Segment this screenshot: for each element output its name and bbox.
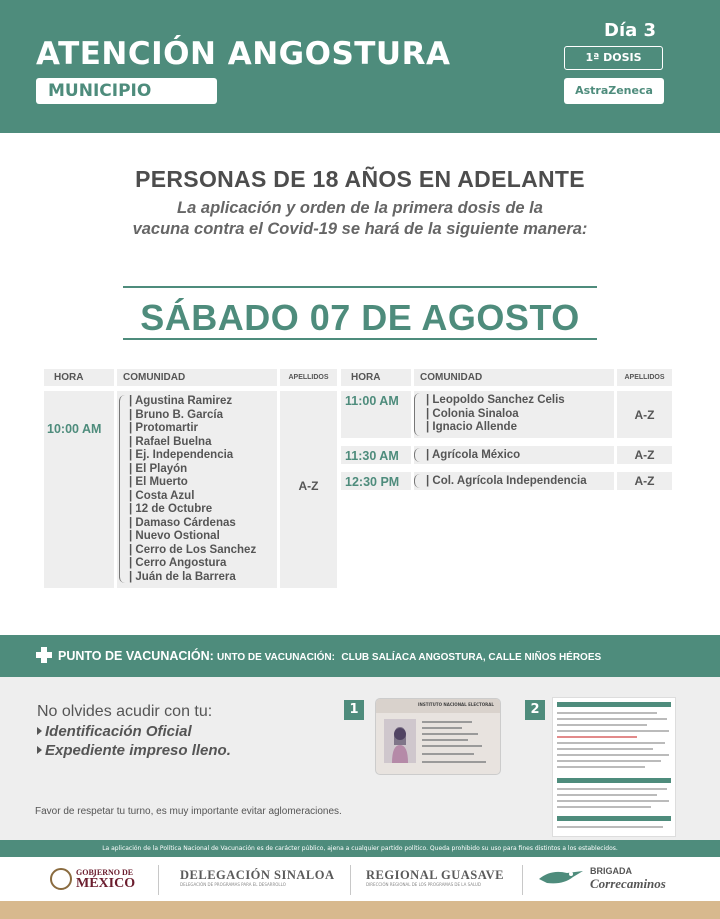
logo-divider (350, 865, 351, 895)
community-item: | Cerro Angostura (129, 557, 227, 569)
community-item: | Leopoldo Sanchez Celis (426, 394, 565, 406)
right-time-cell (341, 472, 411, 490)
left-surnames: A-Z (298, 479, 319, 493)
right-header-comunidad: COMUNIDAD (414, 369, 614, 386)
roadrunner-icon (537, 865, 585, 891)
page-title: ATENCIÓN ANGOSTURA (36, 36, 451, 72)
step-2-badge: 2 (525, 700, 545, 720)
right-header-hora: HORA (341, 369, 411, 386)
requirement-item (37, 723, 192, 740)
left-community-list (129, 395, 256, 584)
left-header-hora: HORA (44, 369, 114, 386)
day-label: Día 3 (604, 20, 657, 41)
left-header-apellidos: APELLIDOS (280, 369, 337, 386)
step-1-badge: 1 (344, 700, 364, 720)
community-item: | Agrícola México (426, 449, 521, 461)
community-item: | Damaso Cárdenas (129, 516, 236, 529)
regional-subtitle: DIRECCIÓN REGIONAL DE LOS PROGRAMAS DE LA SALUD (366, 882, 482, 887)
left-surnames-cell (280, 391, 337, 588)
bullet-icon (37, 746, 42, 754)
right-surnames-cell (617, 446, 672, 464)
correcaminos-label: Correcaminos (590, 876, 666, 891)
right-time: 11:00 AM (345, 394, 399, 408)
left-community-cell (117, 391, 277, 588)
community-item: | Ej. Independencia (129, 449, 234, 461)
audience-heading: PERSONAS DE 18 AÑOS EN ADELANTE (135, 166, 585, 192)
left-time-cell (44, 391, 114, 588)
intro-text: La aplicación y orden de la primera dosis de la vacuna contra el Covid-19 se hará de la siguiente manera: (132, 199, 588, 238)
community-item: | Juán de la Barrera (129, 570, 236, 583)
community-item: | El Playón (129, 462, 188, 475)
punto-prefix: UNTO DE VACUNACIÓN: (217, 652, 335, 663)
date-banner (123, 286, 597, 340)
community-item: | Rafael Buelna (129, 435, 212, 448)
community-item: | Colonia Sinaloa (426, 407, 519, 420)
bullet-icon (37, 727, 42, 735)
community-item: | Costa Azul (129, 489, 195, 502)
bottom-bar (0, 901, 720, 919)
header-band (0, 0, 720, 133)
right-surnames-cell (617, 391, 672, 438)
person-icon (388, 723, 412, 763)
mexico-label: MÉXICO (76, 876, 136, 891)
requirement-text: Expediente impreso lleno. (45, 742, 231, 759)
left-brace (119, 395, 125, 583)
gobierno-label: GOBIERNO DE (76, 868, 134, 877)
requirement-text: Identificación Oficial (45, 723, 192, 740)
right-time: 12:30 PM (345, 475, 400, 489)
punto-band (0, 635, 720, 677)
left-time: 10:00 AM (47, 422, 102, 436)
form-image (552, 697, 676, 837)
id-card-header: INSTITUTO NACIONAL ELECTORAL (418, 702, 494, 707)
requirement-item (37, 742, 231, 759)
right-brace (414, 393, 420, 436)
dose-badge: 1ª DOSIS (564, 46, 663, 70)
community-item: | Protomartir (129, 422, 199, 434)
seal-icon (50, 868, 72, 890)
community-item: | El Muerto (129, 476, 188, 488)
right-community-list (426, 449, 520, 463)
regional-logo: REGIONAL GUASAVE (366, 868, 505, 882)
right-community-list (426, 475, 587, 489)
punto-label: PUNTO DE VACUNACIÓN: (58, 649, 214, 663)
logo-divider (522, 865, 523, 895)
reminder-title: No olvides acudir con tu: (37, 703, 213, 720)
community-item: | Cerro de Los Sanchez (129, 543, 257, 556)
right-time: 11:30 AM (345, 449, 399, 463)
right-surnames-cell (617, 472, 672, 490)
plus-icon (36, 647, 52, 663)
delegacion-subtitle: DELEGACIÓN DE PROGRAMAS PARA EL DESARROLLO (180, 882, 286, 887)
vaccine-badge: AstraZeneca (564, 78, 664, 104)
community-item: | Nuevo Ostional (129, 530, 220, 542)
community-item: | Ignacio Allende (426, 421, 517, 433)
id-card-image (375, 698, 501, 775)
community-item: | Agustina Ramirez (129, 395, 233, 407)
right-community-cell (414, 391, 614, 438)
date-text: SÁBADO 07 DE AGOSTO (140, 297, 580, 338)
right-surnames: A-Z (634, 407, 655, 422)
community-item: | Bruno B. García (129, 408, 223, 421)
right-surnames: A-Z (634, 474, 655, 488)
delegacion-logo: DELEGACIÓN SINALOA (180, 868, 335, 882)
respect-note: Favor de respetar tu turno, es muy importante evitar aglomeraciones. (35, 806, 342, 817)
municipio-badge: MUNICIPIO (36, 78, 217, 104)
community-item: | Col. Agrícola Independencia (426, 475, 587, 487)
fineprint: La aplicación de la Política Nacional de Vacunación es de carácter público, ajena a cualquier partido político. Queda prohibido su uso para fines distintos a los establecidos. (0, 840, 720, 857)
logo-divider (158, 865, 159, 895)
right-surnames: A-Z (634, 448, 655, 462)
punto-text (58, 649, 601, 663)
right-community-list (426, 394, 565, 435)
right-brace (414, 474, 420, 488)
right-header-apellidos: APELLIDOS (617, 369, 672, 386)
right-community-cell (414, 446, 614, 464)
right-time-cell (341, 446, 411, 464)
punto-value: CLUB SALÍACA ANGOSTURA, CALLE NIÑOS HÉROES (341, 652, 602, 663)
right-community-cell (414, 472, 614, 490)
right-time-cell (341, 391, 411, 438)
left-header-comunidad: COMUNIDAD (117, 369, 277, 386)
right-brace (414, 448, 420, 462)
brigada-label: BRIGADA (590, 866, 632, 876)
community-item: | 12 de Octubre (129, 503, 213, 515)
